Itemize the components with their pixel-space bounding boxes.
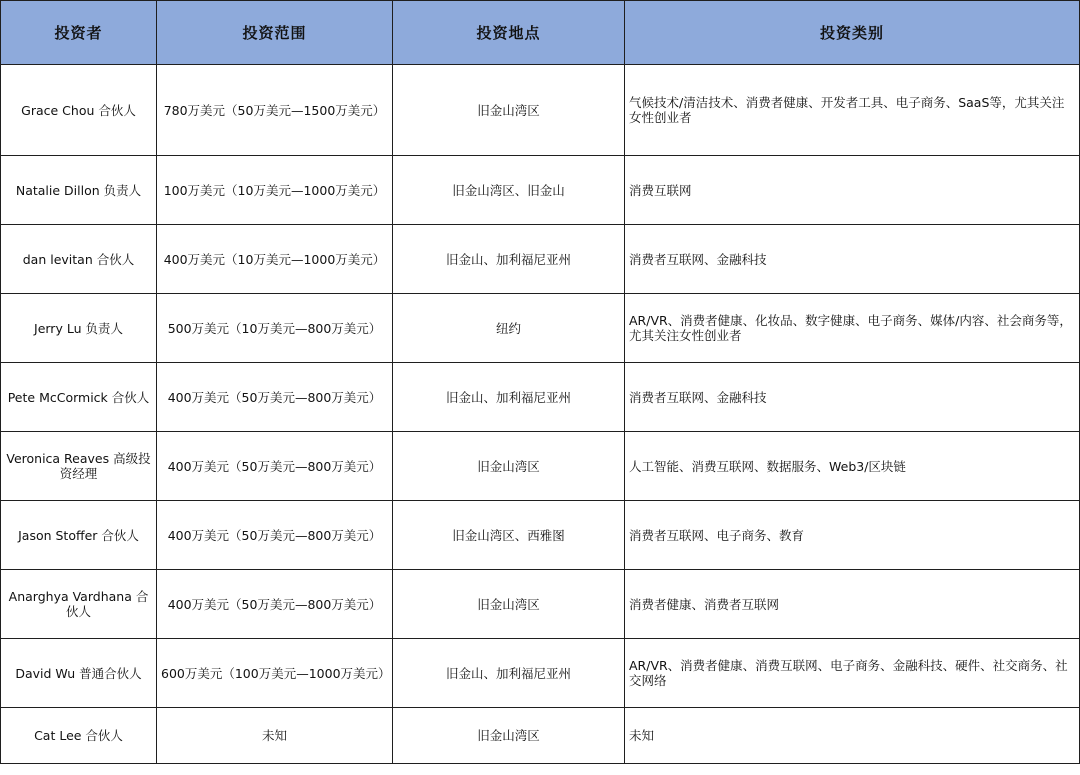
location-cell: 旧金山湾区 <box>393 708 625 764</box>
range-cell: 780万美元（50万美元—1500万美元） <box>157 65 393 156</box>
category-cell: 消费者健康、消费者互联网 <box>625 570 1080 639</box>
range-cell: 400万美元（50万美元—800万美元） <box>157 501 393 570</box>
table-row <box>1 570 1080 639</box>
table-row <box>1 501 1080 570</box>
table-row <box>1 432 1080 501</box>
table-row <box>1 639 1080 708</box>
header-location: 投资地点 <box>393 1 625 65</box>
range-cell: 400万美元（50万美元—800万美元） <box>157 363 393 432</box>
table-row <box>1 294 1080 363</box>
range-cell: 600万美元（100万美元—1000万美元） <box>157 639 393 708</box>
range-cell: 500万美元（10万美元—800万美元） <box>157 294 393 363</box>
table-row <box>1 156 1080 225</box>
investor-cell: Anarghya Vardhana 合伙人 <box>1 570 157 639</box>
location-cell: 旧金山、加利福尼亚州 <box>393 639 625 708</box>
location-cell: 旧金山、加利福尼亚州 <box>393 363 625 432</box>
investor-cell: Natalie Dillon 负责人 <box>1 156 157 225</box>
investor-cell: dan levitan 合伙人 <box>1 225 157 294</box>
investor-cell: Pete McCormick 合伙人 <box>1 363 157 432</box>
range-cell: 未知 <box>157 708 393 764</box>
category-cell: 消费者互联网、金融科技 <box>625 225 1080 294</box>
location-cell: 旧金山湾区、旧金山 <box>393 156 625 225</box>
range-cell: 400万美元（50万美元—800万美元） <box>157 432 393 501</box>
investor-cell: David Wu 普通合伙人 <box>1 639 157 708</box>
table-header-row <box>1 1 1080 65</box>
table-row <box>1 65 1080 156</box>
category-cell: 消费者互联网、金融科技 <box>625 363 1080 432</box>
category-cell: 未知 <box>625 708 1080 764</box>
location-cell: 旧金山湾区、西雅图 <box>393 501 625 570</box>
range-cell: 100万美元（10万美元—1000万美元） <box>157 156 393 225</box>
location-cell: 旧金山湾区 <box>393 570 625 639</box>
category-cell: 气候技术/清洁技术、消费者健康、开发者工具、电子商务、SaaS等，尤其关注女性创业者 <box>625 65 1080 156</box>
investor-cell: Jerry Lu 负责人 <box>1 294 157 363</box>
location-cell: 纽约 <box>393 294 625 363</box>
header-category: 投资类别 <box>625 1 1080 65</box>
investor-cell: Grace Chou 合伙人 <box>1 65 157 156</box>
range-cell: 400万美元（50万美元—800万美元） <box>157 570 393 639</box>
location-cell: 旧金山湾区 <box>393 65 625 156</box>
category-cell: AR/VR、消费者健康、消费互联网、电子商务、金融科技、硬件、社交商务、社交网络 <box>625 639 1080 708</box>
category-cell: AR/VR、消费者健康、化妆品、数字健康、电子商务、媒体/内容、社会商务等，尤其关注女性创业者 <box>625 294 1080 363</box>
investor-cell: Jason Stoffer 合伙人 <box>1 501 157 570</box>
investor-cell: Cat Lee 合伙人 <box>1 708 157 764</box>
category-cell: 消费互联网 <box>625 156 1080 225</box>
table-row <box>1 363 1080 432</box>
investor-cell: Veronica Reaves 高级投资经理 <box>1 432 157 501</box>
header-investor: 投资者 <box>1 1 157 65</box>
location-cell: 旧金山、加利福尼亚州 <box>393 225 625 294</box>
category-cell: 消费者互联网、电子商务、教育 <box>625 501 1080 570</box>
category-cell: 人工智能、消费互联网、数据服务、Web3/区块链 <box>625 432 1080 501</box>
range-cell: 400万美元（10万美元—1000万美元） <box>157 225 393 294</box>
table-row <box>1 225 1080 294</box>
table-row <box>1 708 1080 764</box>
location-cell: 旧金山湾区 <box>393 432 625 501</box>
header-range: 投资范围 <box>157 1 393 65</box>
